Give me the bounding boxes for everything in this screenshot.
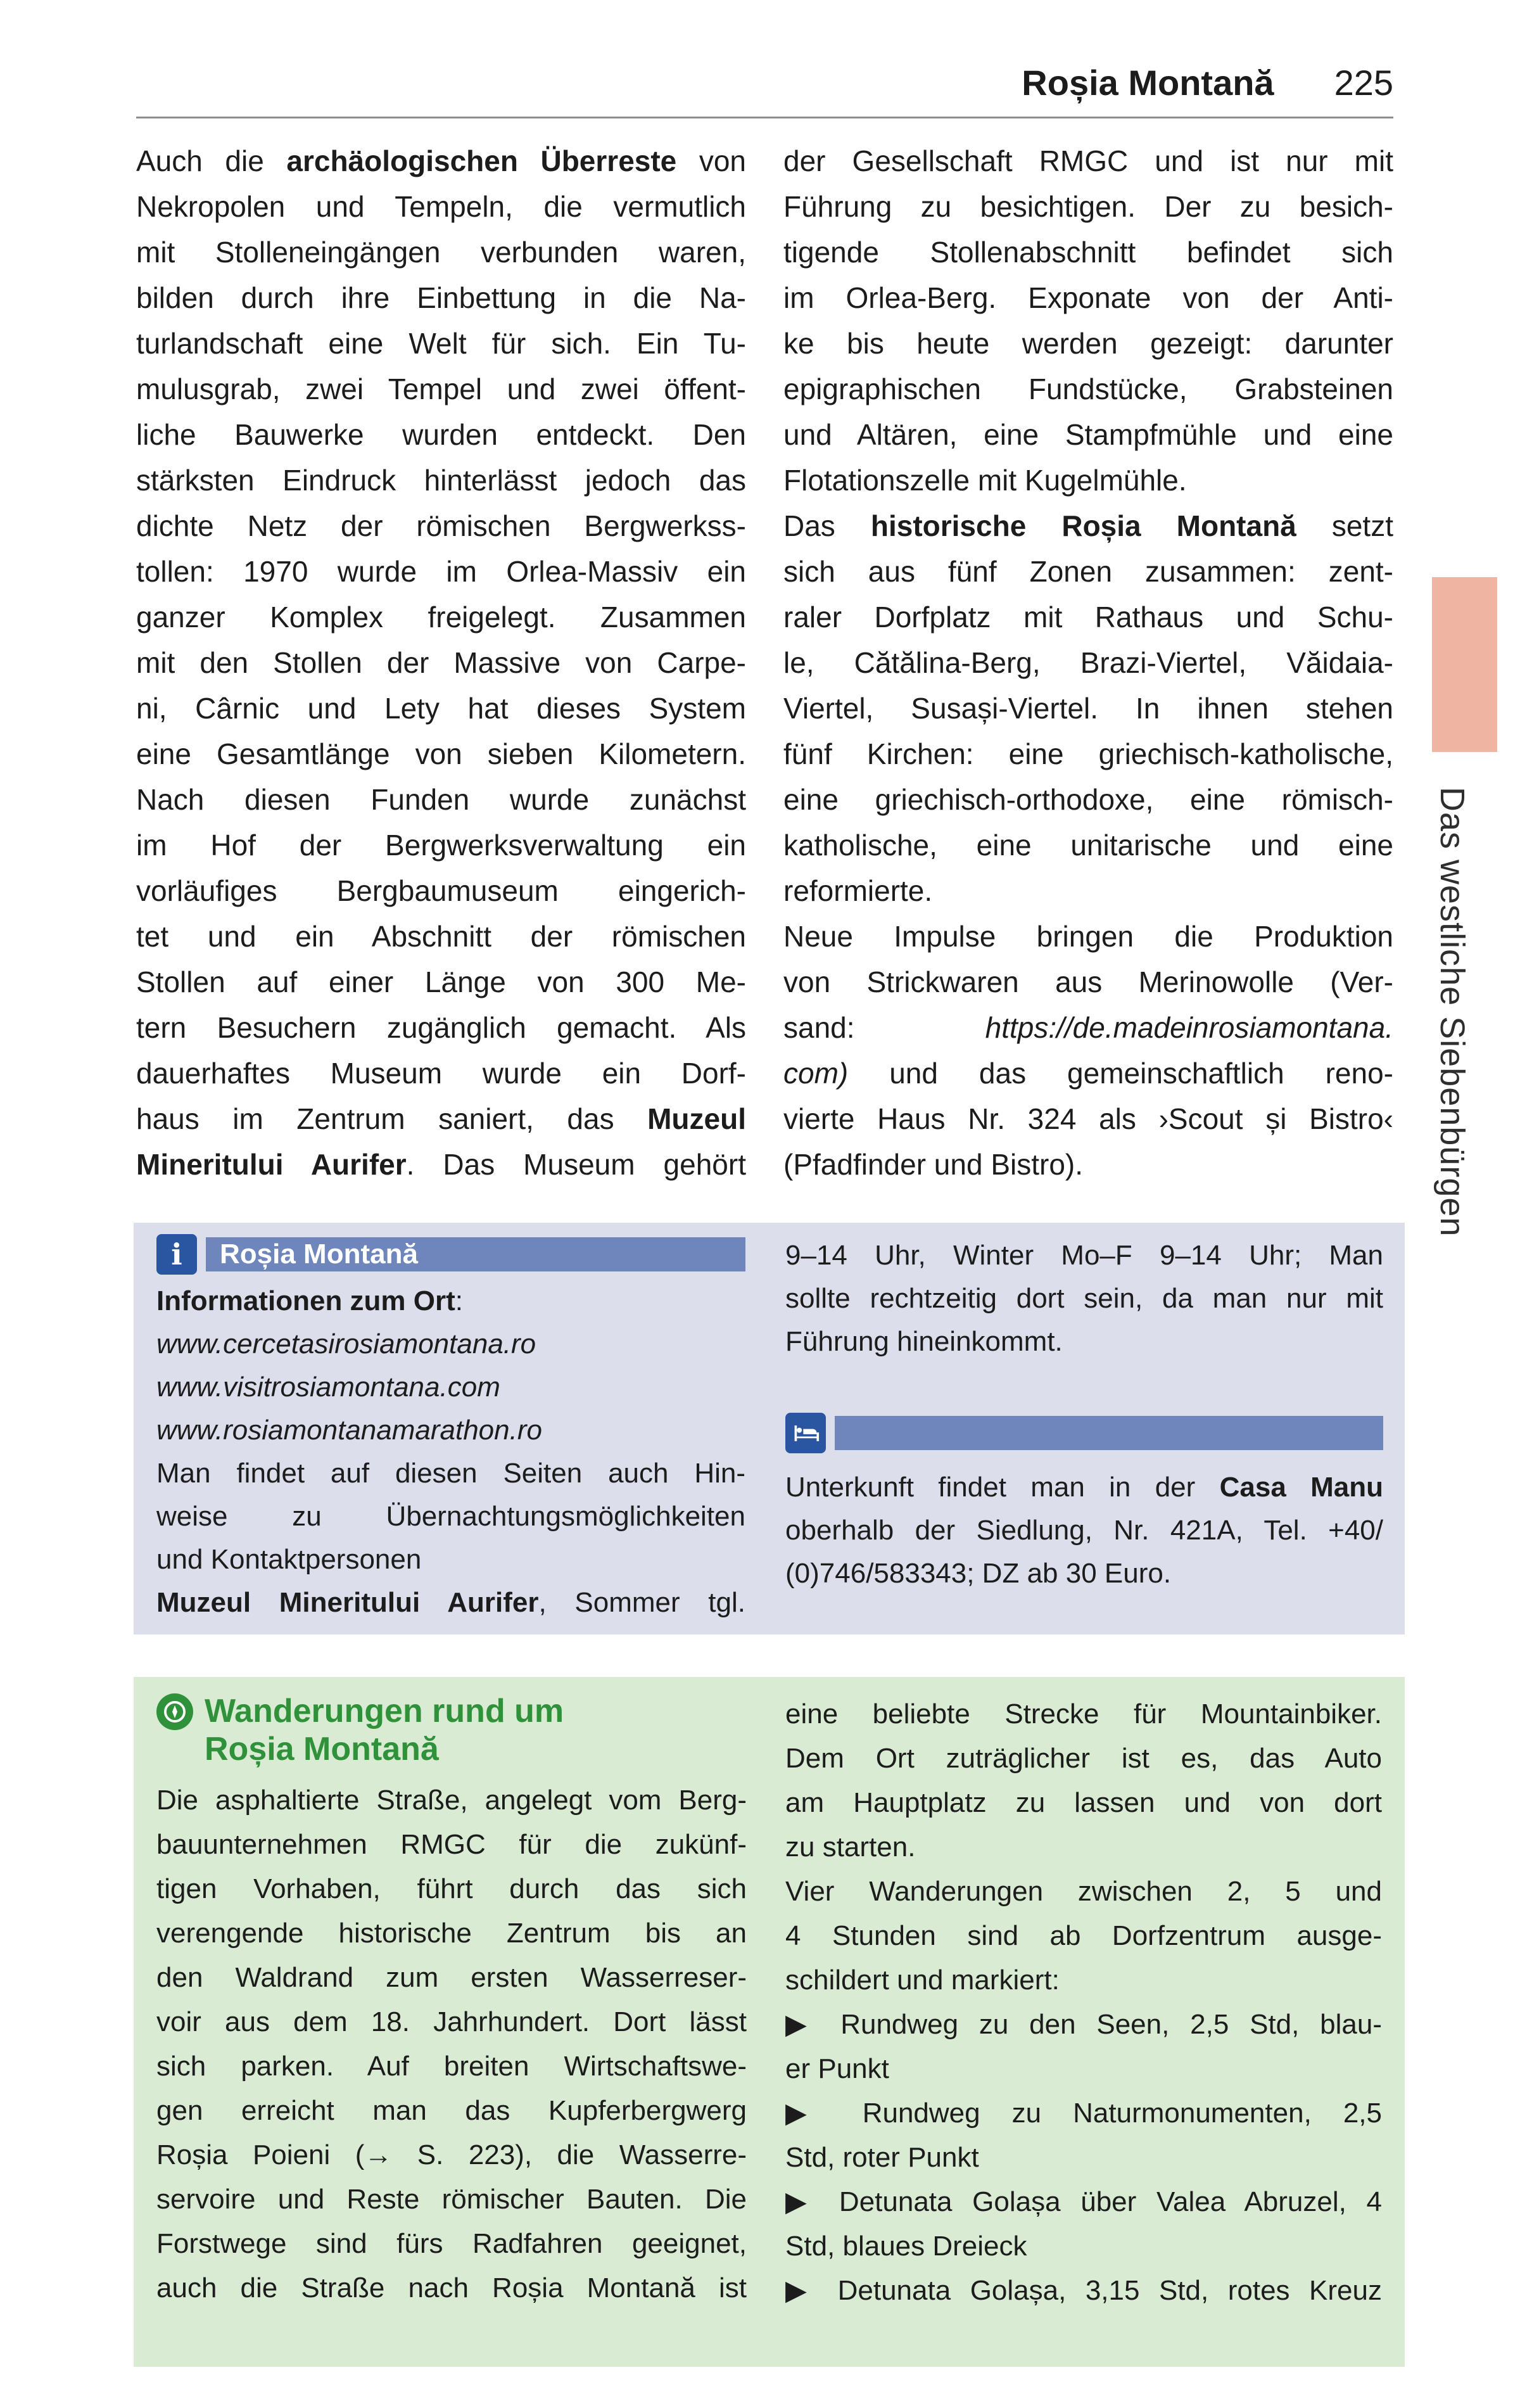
info-box-left-column <box>156 1234 745 1624</box>
info-box-right-text-top <box>785 1234 1383 1363</box>
text-line: reformierte. <box>783 874 933 907</box>
header-rule <box>136 117 1393 118</box>
info-box-right-text-bottom <box>785 1466 1383 1595</box>
text-line: turlandschaft eine Welt für sich. Ein Tu- <box>136 327 746 360</box>
text-line: der Gesellschaft RMGC und ist nur mit <box>783 144 1393 177</box>
text-line: auch die Straße nach Roșia Montană ist <box>156 2272 747 2303</box>
text-line: ke bis heute werden gezeigt: darunter <box>783 327 1393 360</box>
hiking-box-right-column <box>785 1692 1382 2313</box>
text-line: raler Dorfplatz mit Rathaus und Schu- <box>783 601 1393 634</box>
text-line: servoire und Reste römischer Bauten. Die <box>156 2184 747 2215</box>
text-line: im Orlea-Berg. Exponate von der Anti- <box>783 281 1393 314</box>
text-line: sand: https://de.madeinrosiamontana. <box>783 1011 1393 1044</box>
text-line: von Strickwaren aus Merinowolle (Ver- <box>783 965 1393 998</box>
text-line: le, Cătălina-Berg, Brazi-Viertel, Văidaia- <box>783 646 1393 679</box>
text-line: fünf Kirchen: eine griechisch-katholische, <box>783 737 1393 770</box>
compass-icon <box>156 1693 193 1730</box>
text-line: Führung zu besichtigen. Der zu besich- <box>783 190 1393 223</box>
page-number: 225 <box>1334 63 1393 103</box>
text-line: sollte rechtzeitig dort sein, da man nur mit <box>785 1283 1383 1314</box>
hiking-box-left-column <box>156 1692 747 2310</box>
text-line: katholische, eine unitarische und eine <box>783 829 1393 862</box>
text-line: Auch die archäologischen Überreste von <box>136 144 746 177</box>
text-line: dichte Netz der römischen Bergwerkss- <box>136 509 746 542</box>
hiking-box <box>134 1677 1405 2367</box>
accommodation-header-row <box>785 1413 1383 1453</box>
hiking-box-title <box>205 1692 564 1768</box>
text-line: Std, roter Punkt <box>785 2142 979 2173</box>
text-line: sich parken. Auf breiten Wirtschaftswe- <box>156 2051 747 2082</box>
text-line: bauunternehmen RMGC für die zukünf- <box>156 1829 747 1860</box>
text-line: stärksten Eindruck hinterlässt jedoch das <box>136 464 746 497</box>
text-line: ▶ Detunata Golașa über Valea Abruzel, 4 <box>785 2186 1382 2217</box>
text-line: Viertel, Susași-Viertel. In ihnen stehen <box>783 692 1393 725</box>
text-line: bilden durch ihre Einbettung in die Na- <box>136 281 746 314</box>
hiking-box-left-text <box>156 1778 747 2310</box>
text-line: Man findet auf diesen Seiten auch Hin- <box>156 1458 745 1489</box>
text-line: sich aus fünf Zonen zusammen: zent- <box>783 555 1393 588</box>
text-line: liche Bauwerke wurden entdeckt. Den <box>136 418 746 451</box>
text-line: mit den Stollen der Massive von Carpe- <box>136 646 746 679</box>
main-left-column <box>136 138 746 1187</box>
text-line: verengende historische Zentrum bis an <box>156 1918 747 1949</box>
text-line: Forstwege sind fürs Radfahren geeignet, <box>156 2228 747 2259</box>
text-line: tigende Stollenabschnitt befindet sich <box>783 236 1393 269</box>
text-line: Vier Wanderungen zwischen 2, 5 und <box>785 1876 1382 1907</box>
text-line: Das historische Roșia Montană setzt <box>783 509 1393 542</box>
text-line: und Altären, eine Stampfmühle und eine <box>783 418 1393 451</box>
text-line: eine griechisch-orthodoxe, eine römisch- <box>783 783 1393 816</box>
info-icon: i <box>156 1234 197 1275</box>
text-line: im Hof der Bergwerksverwaltung ein <box>136 829 746 862</box>
text-line: dauerhaftes Museum wurde ein Dorf- <box>136 1057 746 1090</box>
text-line: 9–14 Uhr, Winter Mo–F 9–14 Uhr; Man <box>785 1240 1383 1271</box>
accommodation-title-bar <box>835 1416 1383 1450</box>
info-box-right-column <box>785 1234 1383 1595</box>
text-line: Dem Ort zuträglicher ist es, das Auto <box>785 1743 1382 1774</box>
text-line: tern Besuchern zugänglich gemacht. Als <box>136 1011 746 1044</box>
text-line: Informationen zum Ort: <box>156 1285 464 1316</box>
text-line: Stollen auf einer Länge von 300 Me- <box>136 965 746 998</box>
text-line: Muzeul Mineritului Aurifer, Sommer tgl. <box>156 1587 745 1618</box>
text-line: (0)746/583343; DZ ab 30 Euro. <box>785 1558 1172 1589</box>
text-line: eine Gesamtlänge von sieben Kilometern. <box>136 737 746 770</box>
text-line: www.visitrosiamontana.com <box>156 1372 500 1403</box>
text-line: ganzer Komplex freigelegt. Zusammen <box>136 601 746 634</box>
text-line: tet und ein Abschnitt der römischen <box>136 920 746 953</box>
text-line: Führung hineinkommt. <box>785 1326 1063 1357</box>
text-line: Unterkunft findet man in der Casa Manu <box>785 1472 1383 1503</box>
hiking-box-title-line1: Wanderungen rund um <box>205 1693 564 1730</box>
text-line: eine beliebte Strecke für Mountainbiker. <box>785 1698 1382 1730</box>
text-line: mit Stolleneingängen verbunden waren, <box>136 236 746 269</box>
text-line: ▶ Detunata Golașa, 3,15 Std, rotes Kreuz <box>785 2275 1382 2306</box>
text-line: Neue Impulse bringen die Produktion <box>783 920 1393 953</box>
text-line: gen erreicht man das Kupferbergwerg <box>156 2095 747 2126</box>
info-box <box>134 1223 1405 1634</box>
text-line: schildert und markiert: <box>785 1965 1060 1996</box>
text-line: oberhalb der Siedlung, Nr. 421A, Tel. +40/ <box>785 1515 1383 1546</box>
text-line: weise zu Übernachtungsmöglichkeiten <box>156 1501 745 1532</box>
page-header <box>136 62 1393 103</box>
text-line: ▶ Rundweg zu den Seen, 2,5 Std, blau- <box>785 2009 1382 2040</box>
text-line: Roșia Poieni (→ S. 223), die Wasserre- <box>156 2139 747 2170</box>
text-line: epigraphischen Fundstücke, Grabsteinen <box>783 373 1393 405</box>
text-line: vorläufiges Bergbaumuseum eingerich- <box>136 874 746 907</box>
text-line: tigen Vorhaben, führt durch das sich <box>156 1873 747 1904</box>
text-line: vierte Haus Nr. 324 als ›Scout și Bistro‹ <box>783 1102 1393 1135</box>
text-line: mulusgrab, zwei Tempel und zwei öffent- <box>136 373 746 405</box>
info-box-left-text <box>156 1280 745 1624</box>
text-line: voir aus dem 18. Jahrhundert. Dort lässt <box>156 2006 747 2037</box>
text-line: Die asphaltierte Straße, angelegt vom Berg- <box>156 1785 747 1816</box>
info-box-title-bar <box>206 1237 745 1271</box>
text-line: und Kontaktpersonen <box>156 1544 422 1575</box>
text-line: Mineritului Aurifer. Das Museum gehört <box>136 1148 746 1181</box>
sidebar-vertical-label: Das westliche Siebenbürgen <box>1433 787 1471 1237</box>
hiking-box-title-line2: Roșia Montană <box>205 1731 439 1768</box>
info-box-title: Roșia Montană <box>220 1239 418 1270</box>
text-line: com) und das gemeinschaftlich reno- <box>783 1057 1393 1090</box>
text-line: (Pfadfinder und Bistro). <box>783 1148 1084 1181</box>
info-box-header-row <box>156 1234 745 1275</box>
text-line: www.rosiamontanamarathon.ro <box>156 1415 542 1446</box>
text-line: ni, Cârnic und Lety hat dieses System <box>136 692 746 725</box>
page-title: Roșia Montană <box>1022 63 1274 103</box>
text-line: Nach diesen Funden wurde zunächst <box>136 783 746 816</box>
text-line: ▶ Rundweg zu Naturmonumenten, 2,5 <box>785 2098 1382 2129</box>
bed-icon <box>785 1413 826 1453</box>
text-line: am Hauptplatz zu lassen und von dort <box>785 1787 1382 1818</box>
text-line: Std, blaues Dreieck <box>785 2231 1027 2262</box>
text-line: 4 Stunden sind ab Dorfzentrum ausge- <box>785 1920 1382 1951</box>
text-line: haus im Zentrum saniert, das Muzeul <box>136 1102 746 1135</box>
text-line: www.cercetasirosiamontana.ro <box>156 1328 536 1360</box>
hiking-box-heading <box>156 1692 747 1768</box>
section-tab <box>1432 577 1497 752</box>
text-line: zu starten. <box>785 1831 916 1863</box>
text-line: den Waldrand zum ersten Wasserreser- <box>156 1962 747 1993</box>
text-line: Nekropolen und Tempeln, die vermutlich <box>136 190 746 223</box>
main-right-column <box>783 138 1393 1187</box>
text-line: Flotationszelle mit Kugelmühle. <box>783 464 1187 497</box>
text-line: er Punkt <box>785 2053 889 2084</box>
text-line: tollen: 1970 wurde im Orlea-Massiv ein <box>136 555 746 588</box>
